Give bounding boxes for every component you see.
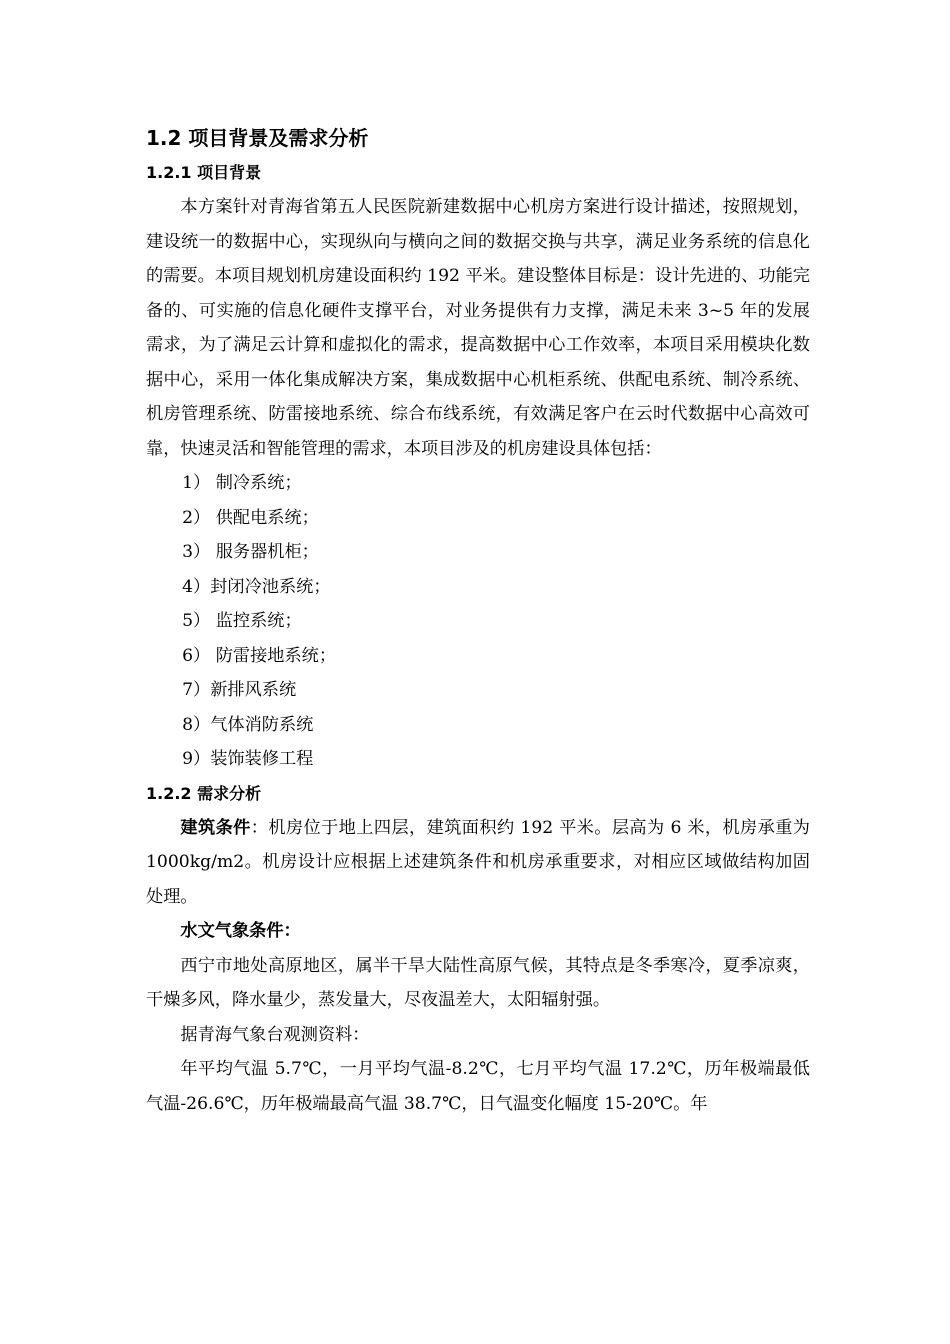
background-paragraph: 本方案针对青海省第五人民医院新建数据中心机房方案进行设计描述，按照规划，建设统一的数据中心，实现纵向与横向之间的数据交换与共享，满足业务系统的信息化的需要。本项目规划机房建设面积约 192 平米。建设整体目标是：设计先进的、功能完备的、可实施的信息化硬件支撑平台，对业务提供有力支撑，满足未来 3~5 年的发展需求，为了满足云计算和虚拟化的需求，提高数据中心工作效率，本项目采用模块化数据中心，采用一体化集成解决方案，集成数据中心机柜系统、供配电系统、制冷系统、机房管理系统、防雷接地系统、综合布线系统，有效满足客户在云时代数据中心高效可靠，快速灵活和智能管理的需求，本项目涉及的机房建设具体包括： [146, 197, 810, 459]
building-paragraph [146, 811, 810, 915]
list-item: 1） 制冷系统； [182, 473, 302, 493]
list-item: 5） 监控系统； [182, 611, 302, 631]
list-item: 3） 服务器机柜； [182, 542, 319, 562]
list-item: 6） 防雷接地系统； [182, 645, 337, 666]
document-page [146, 120, 810, 1121]
section-heading: 1.2 项目背景及需求分析 [146, 126, 369, 150]
source-paragraph: 据青海气象台观测资料： [180, 1024, 370, 1045]
requirements-heading: 1.2.2 需求分析 [146, 783, 262, 803]
list-item: 2） 供配电系统； [182, 507, 319, 528]
hydro-heading-paragraph [146, 914, 810, 949]
list-item: 7）新排风系统 [182, 680, 297, 700]
hydro-label: 水文气象条件： [180, 921, 301, 941]
list-item: 8）气体消防系统 [182, 714, 314, 735]
list-item: 4）封闭冷池系统； [182, 576, 331, 597]
building-label: 建筑条件 [180, 817, 251, 838]
background-heading: 1.2.1 项目背景 [146, 163, 262, 182]
list-item: 9）装饰装修工程 [182, 749, 314, 769]
temperature-paragraph: 年平均气温 5.7℃，一月平均气温-8.2℃，七月平均气温 17.2℃，历年极端最低气温-26.6℃，历年极端最高气温 38.7℃，日气温变化幅度 15-20℃。年 [146, 1059, 810, 1114]
building-text: ：机房位于地上四层，建筑面积约 192 平米。层高为 6 米，机房承重为 1000kg/m2。机房设计应根据上述建筑条件和机房承重要求，对相应区域做结构加固处理。 [146, 817, 810, 907]
hydro-paragraph: 西宁市地处高原地区，属半干旱大陆性高原气候，其特点是冬季寒冷，夏季凉爽，干燥多风，降水量少，蒸发量大，尽夜温差大，太阳辐射强。 [146, 955, 810, 1010]
